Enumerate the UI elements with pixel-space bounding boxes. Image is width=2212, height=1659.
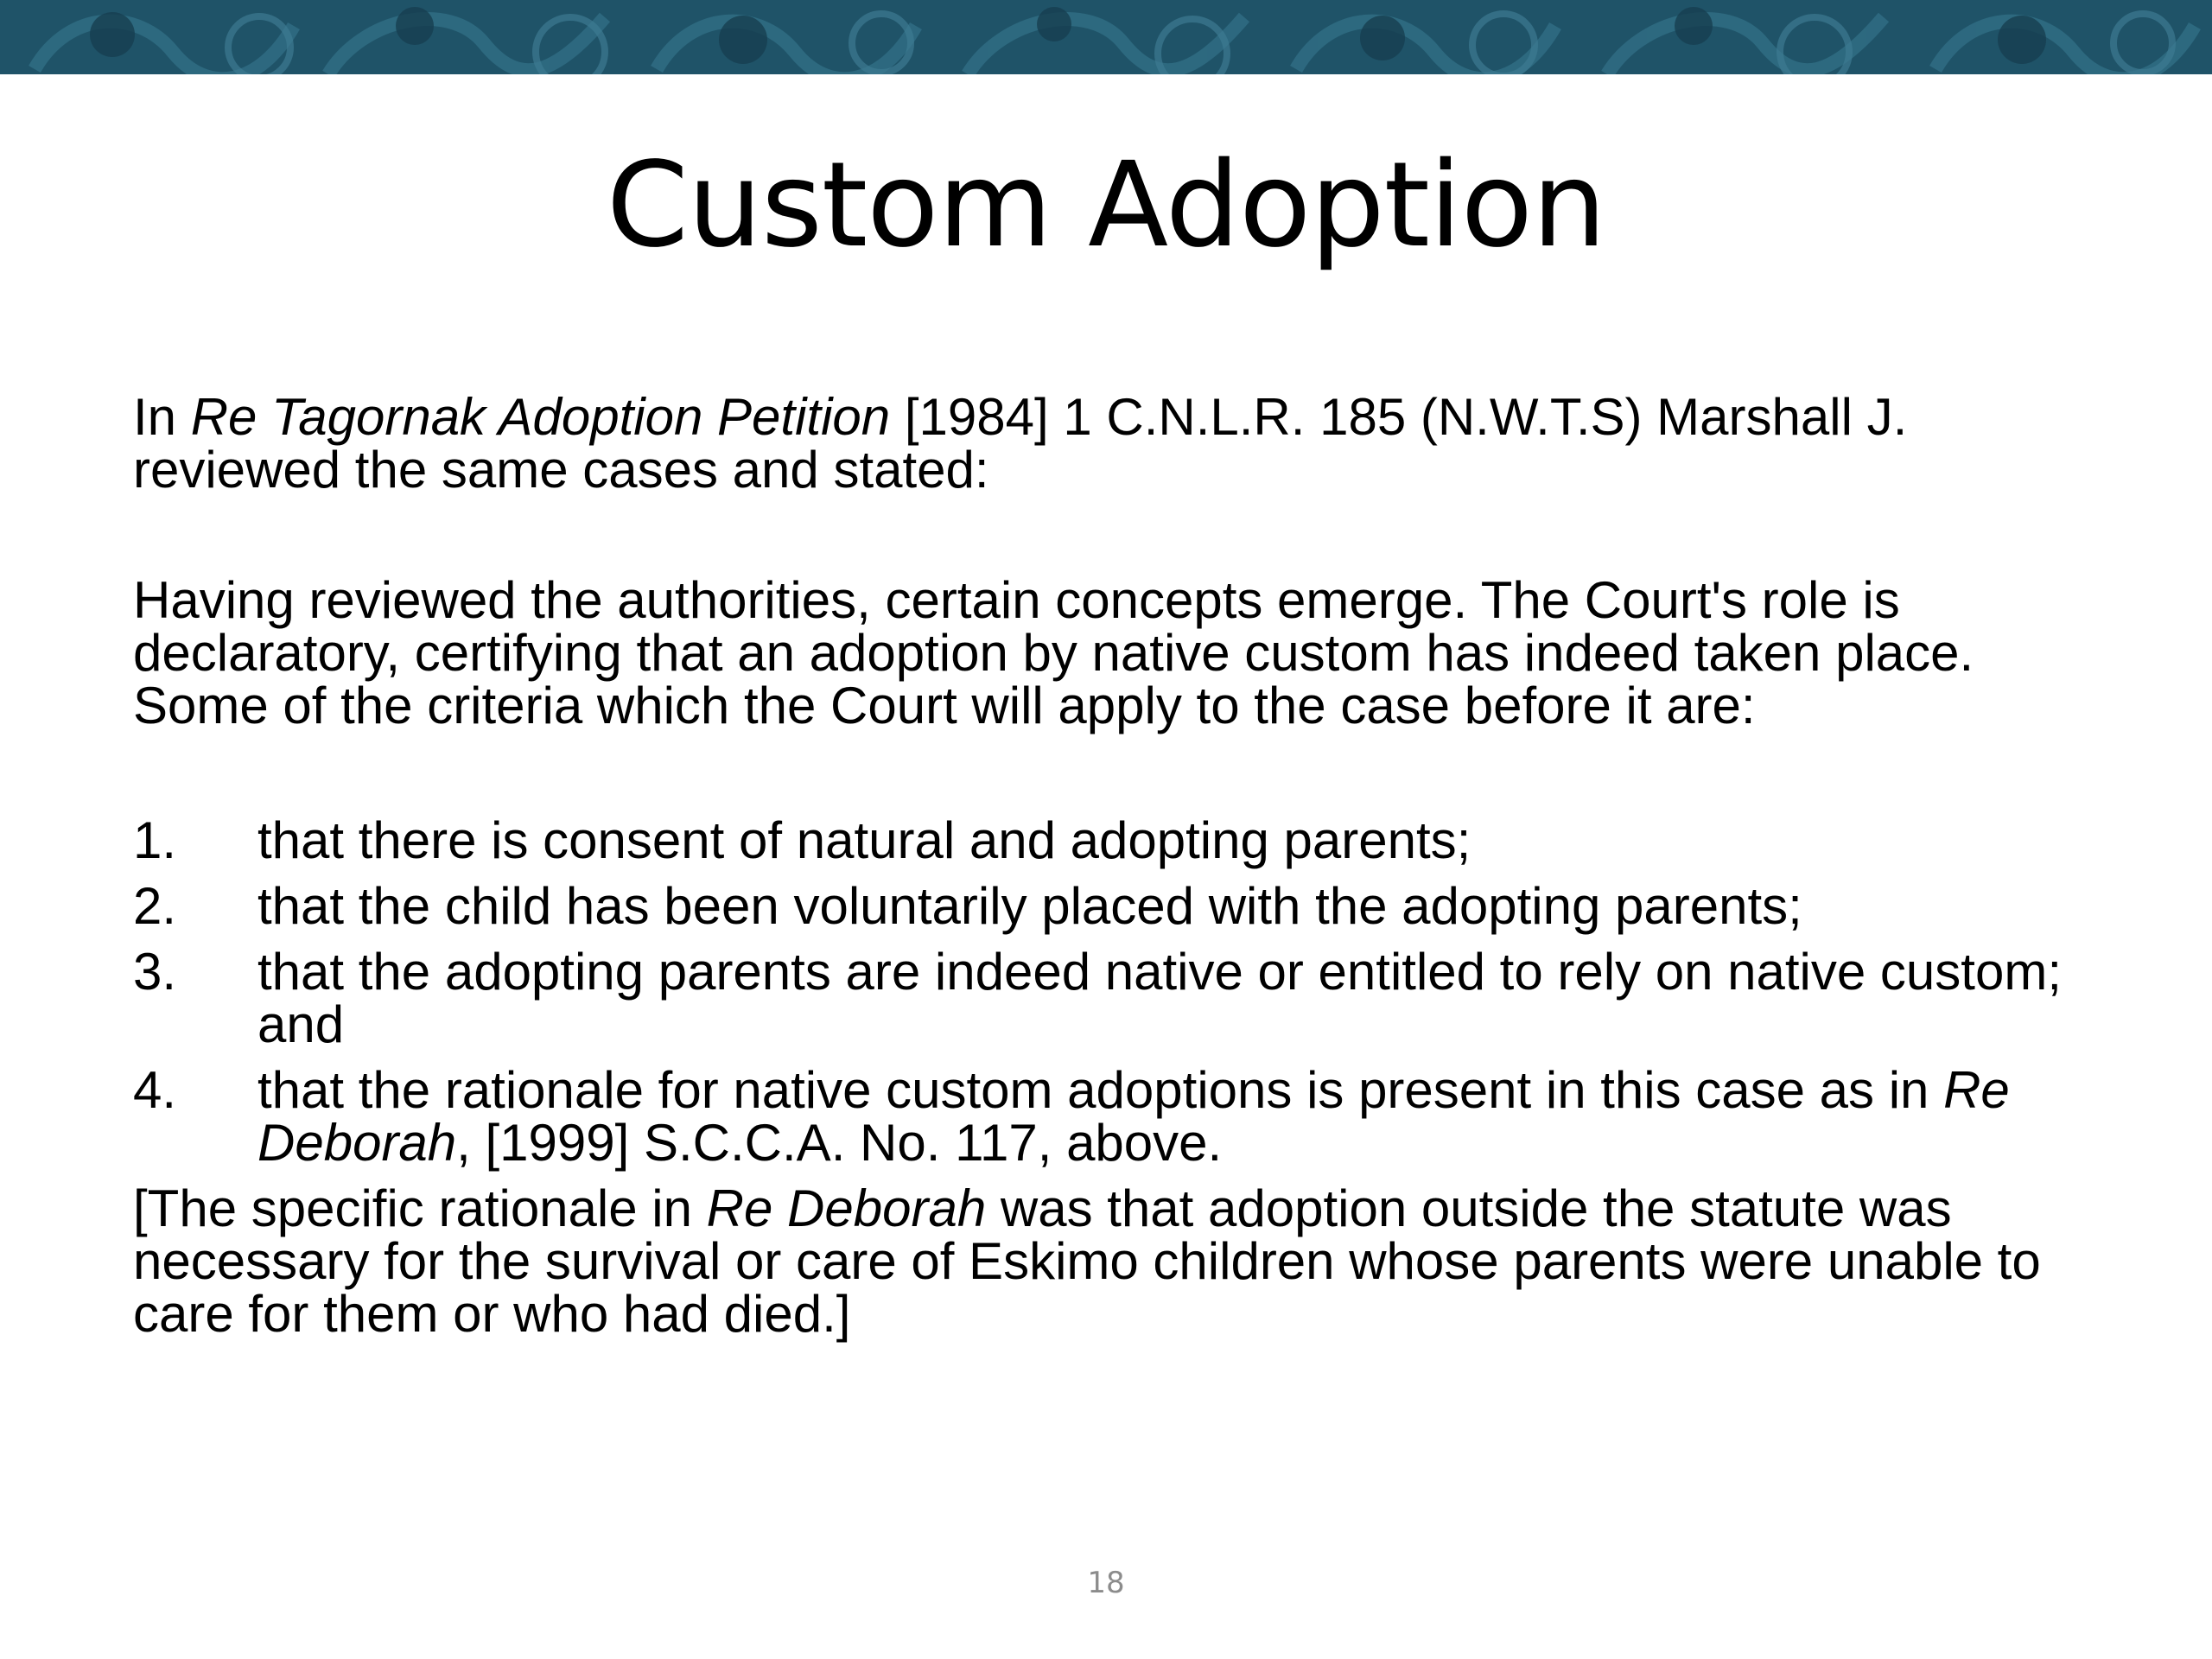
list-item-text: that the rationale for native custom adoptions is present in this case as in [257,1061,1944,1119]
criteria-list [133,811,2094,1172]
list-item-number: 4. [133,1061,177,1119]
closing-paragraph [133,1179,2094,1343]
list-item-text: that the adopting parents are indeed native or entitled to rely on native custom; and [257,943,2062,1053]
list-item-number: 3. [133,943,177,1001]
closing-suffix: was that adoption outside the statute was necessary for the survival or care of Eskimo children whose parents were unable to care for them or who had died.] [133,1179,2041,1343]
list-item-text: that the child has been voluntarily placed with the adopting parents; [257,877,1802,935]
list-item-suffix: , [1999] S.C.C.A. No. 117, above. [456,1114,1223,1172]
intro-suffix: [1984] 1 C.N.L.R. 185 (N.W.T.S) Marshall J. reviewed the same cases and stated: [133,388,1908,499]
quote-paragraph: Having reviewed the authorities, certain concepts emerge. The Court's role is declaratory, certifying that an adoption by native custom has indeed taken place. Some of the criteria which the Court will apply to the case before it are: [133,571,1974,734]
header-banner [0,0,2212,74]
intro-paragraph [133,388,2094,499]
slide-body [133,388,2094,1343]
closing-case-name: Re Deborah [706,1179,987,1237]
list-item-number: 1. [133,811,177,869]
list-item [133,811,2094,869]
intro-case-name: Re Tagornak Adoption Petition [190,388,891,446]
list-item-text: that there is consent of natural and adopting parents; [257,811,1471,869]
list-item-number: 2. [133,877,177,935]
list-item [133,1061,2094,1172]
closing-prefix: [The specific rationale in [133,1179,707,1237]
list-item [133,877,2094,935]
list-item [133,945,2094,1051]
decorative-pattern [0,0,2212,74]
intro-prefix: In [133,388,191,446]
list-item-case-name: Re Deborah [257,1061,2010,1172]
slide-title: Custom Adoption [606,137,1606,274]
page-number: 18 [1087,1566,1125,1600]
